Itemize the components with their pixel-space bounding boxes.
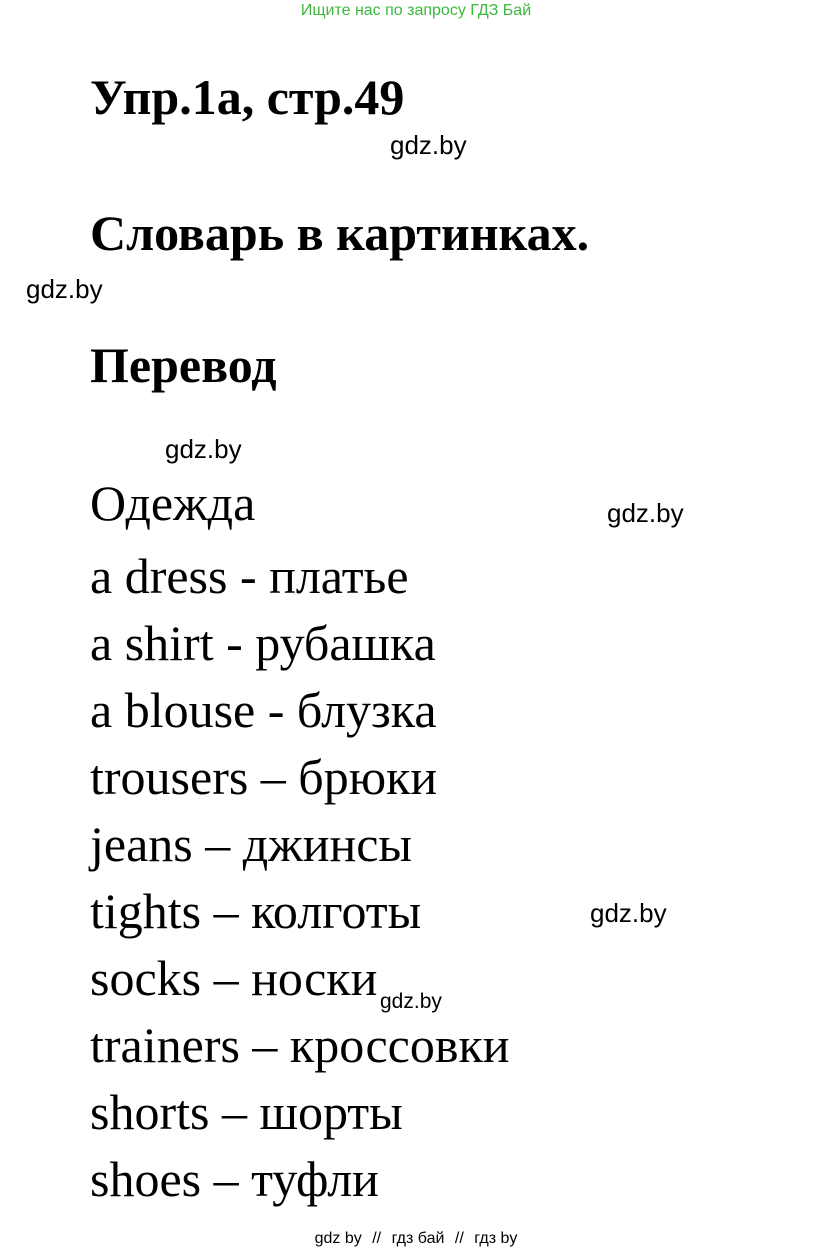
vocabulary-item: shorts – шорты <box>90 1084 403 1140</box>
footer-links <box>0 1230 832 1248</box>
vocabulary-item: trousers – брюки <box>90 749 438 805</box>
vocabulary-item: jeans – джинсы <box>90 816 413 872</box>
footer-separator: // <box>372 1230 382 1247</box>
watermark: gdz.by <box>380 990 442 1013</box>
vocabulary-item: trainers – кроссовки <box>90 1017 510 1073</box>
watermark: gdz.by <box>607 498 684 528</box>
watermark: gdz.by <box>165 434 242 464</box>
vocabulary-item: a shirt - рубашка <box>90 615 436 671</box>
footer-link[interactable]: гдз бай <box>391 1230 445 1247</box>
vocabulary-item: tights – колготы <box>90 883 422 939</box>
footer-separator: // <box>454 1230 464 1247</box>
section-subtitle: Словарь в картинках. <box>90 205 590 261</box>
vocabulary-item: a dress - платье <box>90 548 409 604</box>
category-title: Одежда <box>90 475 256 531</box>
exercise-title: Упр.1а, стр.49 <box>90 69 405 125</box>
watermark: gdz.by <box>26 274 103 304</box>
footer-link[interactable]: гдз by <box>474 1230 518 1247</box>
vocabulary-item: shoes – туфли <box>90 1151 379 1207</box>
watermark: gdz.by <box>590 898 667 928</box>
footer-link[interactable]: gdz by <box>314 1230 362 1247</box>
vocabulary-list <box>90 543 510 1213</box>
watermark: gdz.by <box>390 130 467 160</box>
search-hint-link[interactable]: Ищите нас по запросу ГДЗ Бай <box>300 2 532 19</box>
vocabulary-item: socks – носки <box>90 950 378 1006</box>
vocabulary-item: a blouse - блузка <box>90 682 437 738</box>
translation-heading: Перевод <box>90 337 277 393</box>
